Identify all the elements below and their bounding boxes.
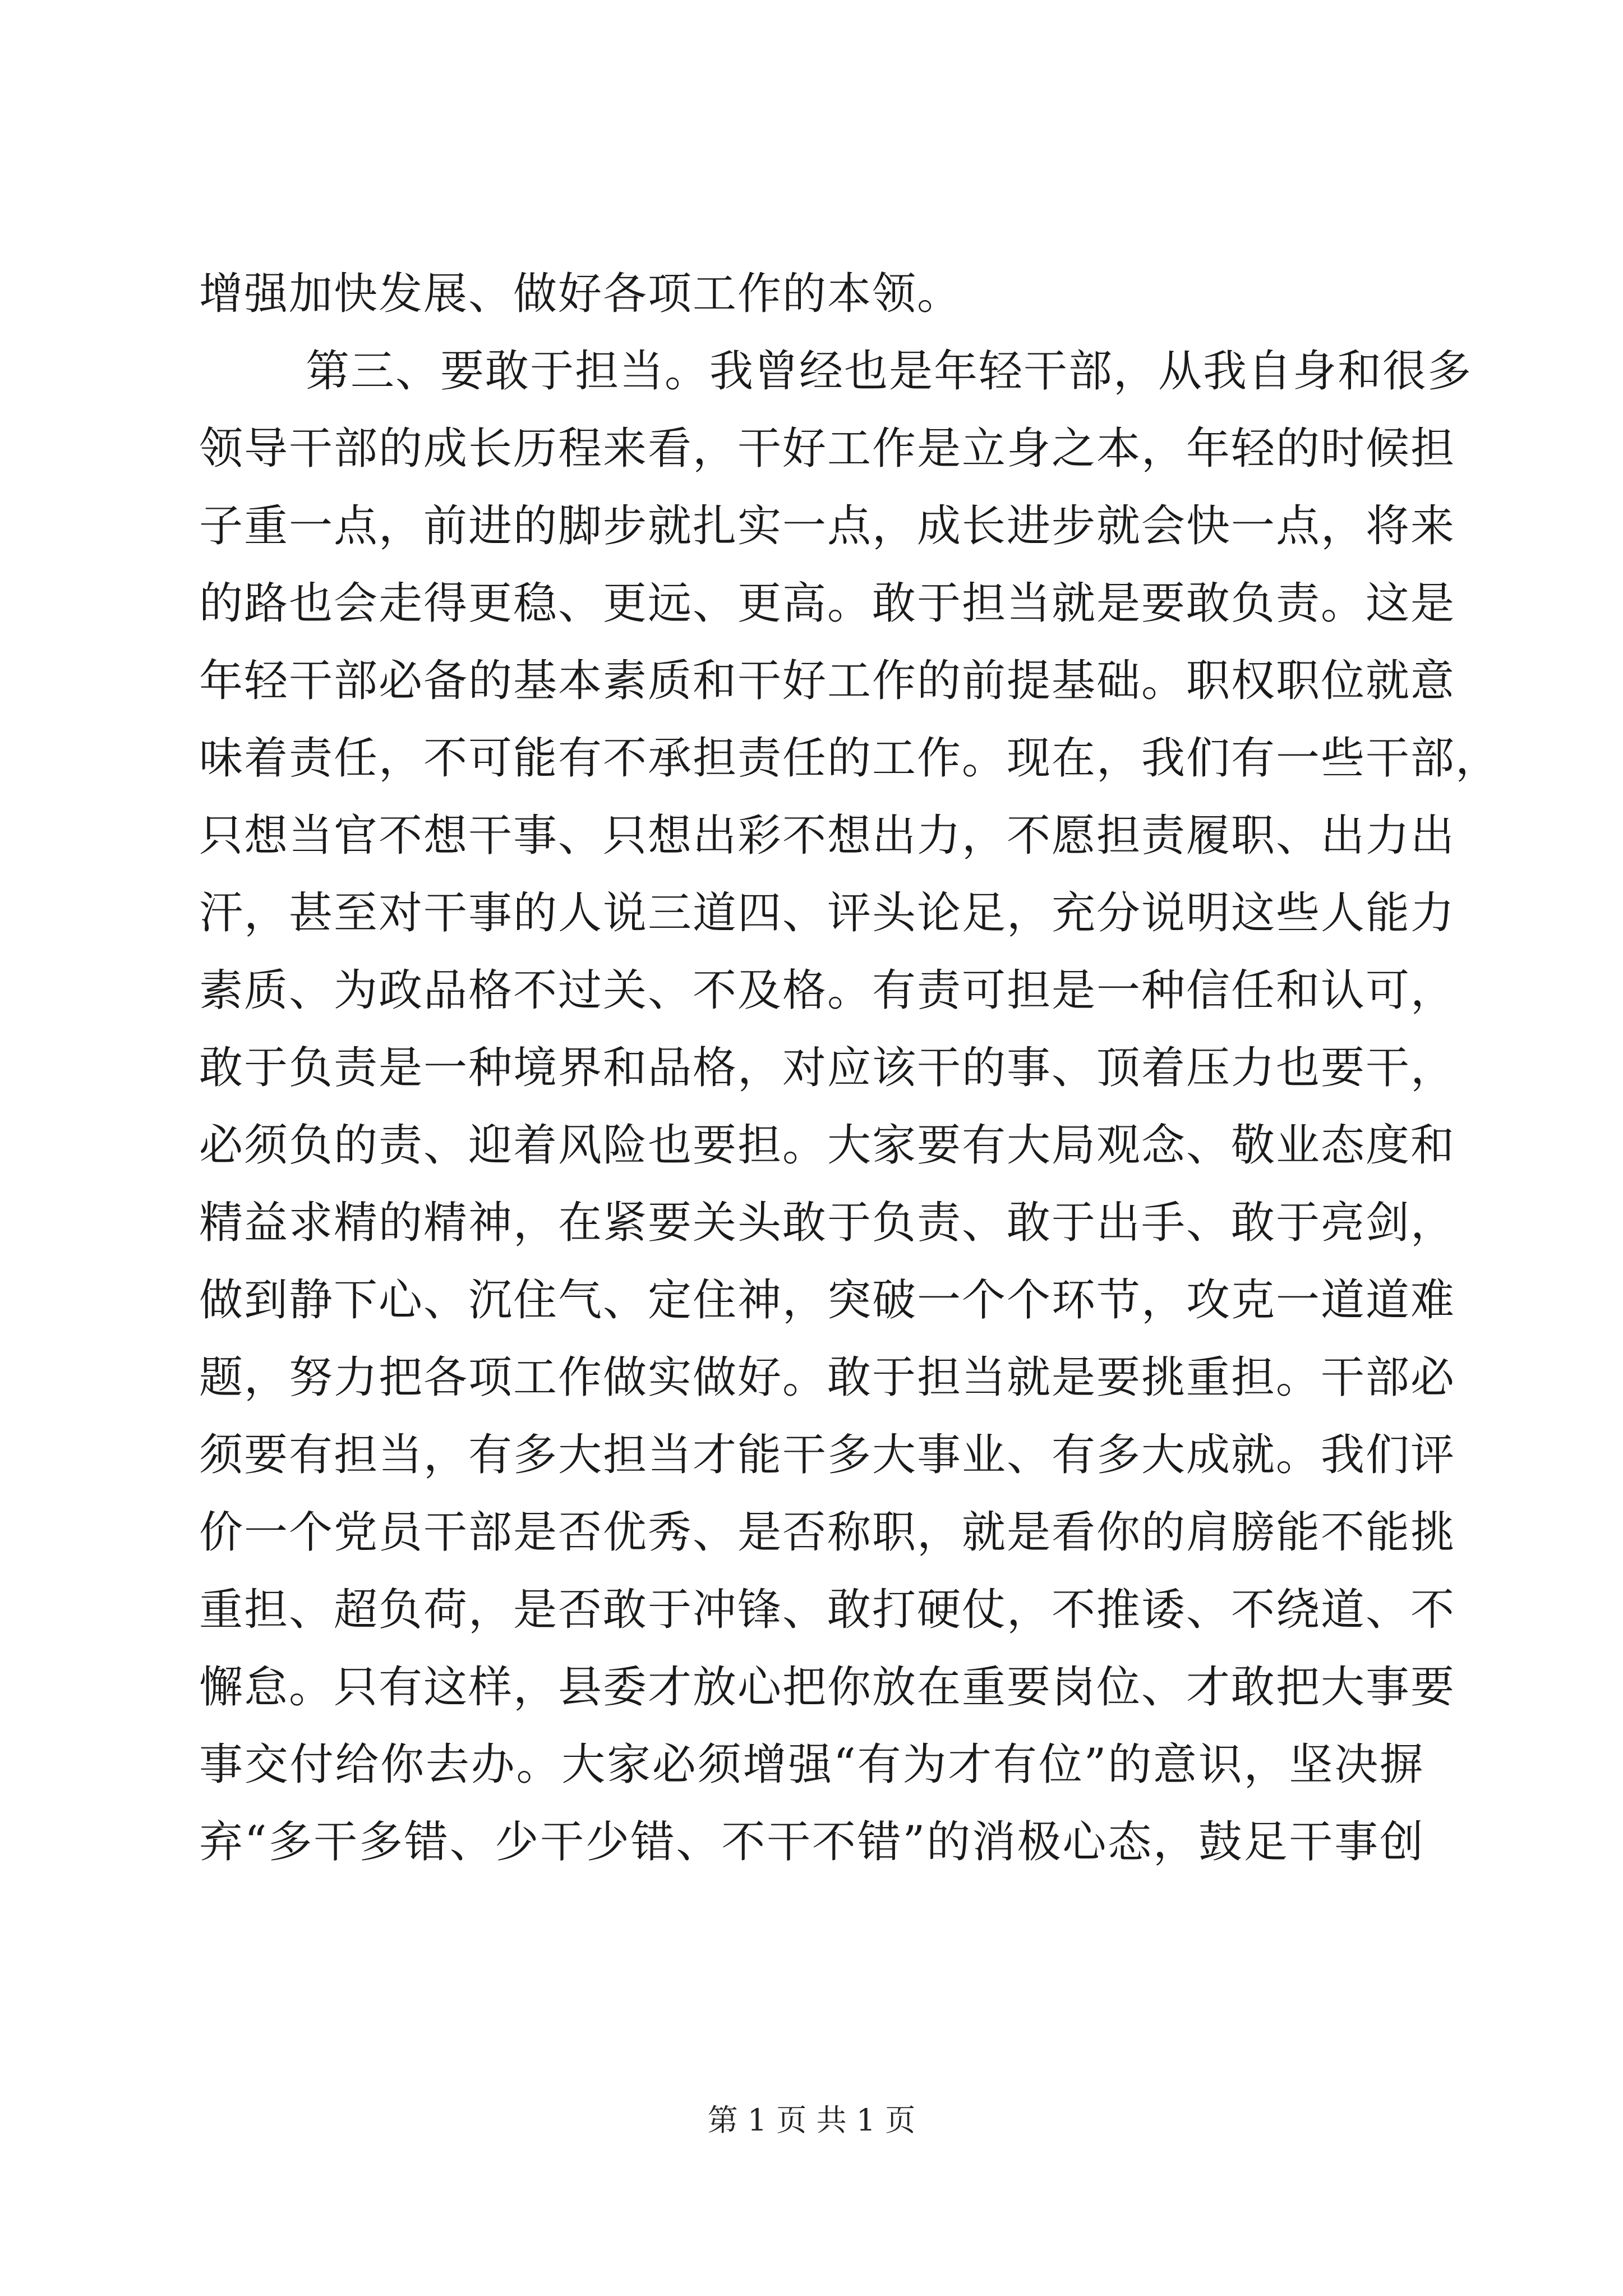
text-line: 事交付给你去办。大家必须增强“有为才有位”的意识，坚决摒 — [199, 1740, 1424, 1790]
text-line: 增强加快发展、做好各项工作的本领。 — [199, 269, 962, 319]
page-number-footer: 第 1 页 共 1 页 — [707, 2102, 916, 2138]
paragraph-first-line: 第三、要敢于担当。我曾经也是年轻干部，从我自身和很多 — [306, 346, 1473, 397]
body-text — [199, 255, 1501, 1881]
text-line: 敢于负责是一种境界和品格，对应该干的事、顶着压力也要干， — [199, 1043, 1456, 1093]
text-line: 只想当官不想干事、只想出彩不想出力，不愿担责履职、出力出 — [199, 811, 1456, 861]
text-line: 领导干部的成长历程来看，干好工作是立身之本，年轻的时候担 — [199, 424, 1456, 474]
text-line: 做到静下心、沉住气、定住神，突破一个个环节，攻克一道道难 — [199, 1275, 1456, 1326]
text-line: 的路也会走得更稳、更远、更高。敢于担当就是要敢负责。这是 — [199, 578, 1456, 629]
text-line: 弃“多干多错、少干少错、不干不错”的消极心态，鼓足干事创 — [199, 1817, 1424, 1867]
text-line: 子重一点，前进的脚步就扎实一点，成长进步就会快一点，将来 — [199, 501, 1456, 551]
text-line: 必须负的责、迎着风险也要担。大家要有大局观念、敬业态度和 — [199, 1120, 1456, 1171]
text-line: 价一个党员干部是否优秀、是否称职，就是看你的肩膀能不能挑 — [199, 1507, 1456, 1558]
text-line: 懈怠。只有这样，县委才放心把你放在重要岗位、才敢把大事要 — [199, 1662, 1456, 1713]
text-line: 素质、为政品格不过关、不及格。有责可担是一种信任和认可， — [199, 965, 1456, 1016]
text-line: 精益求精的精神，在紧要关头敢于负责、敢于出手、敢于亮剑， — [199, 1198, 1456, 1248]
text-line: 汗，甚至对干事的人说三道四、评头论足，充分说明这些人能力 — [199, 888, 1456, 938]
text-line: 题，努力把各项工作做实做好。敢于担当就是要挑重担。干部必 — [199, 1352, 1456, 1403]
text-line: 须要有担当，有多大担当才能干多大事业、有多大成就。我们评 — [199, 1430, 1456, 1480]
text-line: 味着责任，不可能有不承担责任的工作。现在，我们有一些干部， — [199, 733, 1501, 784]
text-line: 重担、超负荷，是否敢于冲锋、敢打硬仗，不推诿、不绕道、不 — [199, 1585, 1456, 1635]
text-line: 年轻干部必备的基本素质和干好工作的前提基础。职权职位就意 — [199, 656, 1456, 706]
